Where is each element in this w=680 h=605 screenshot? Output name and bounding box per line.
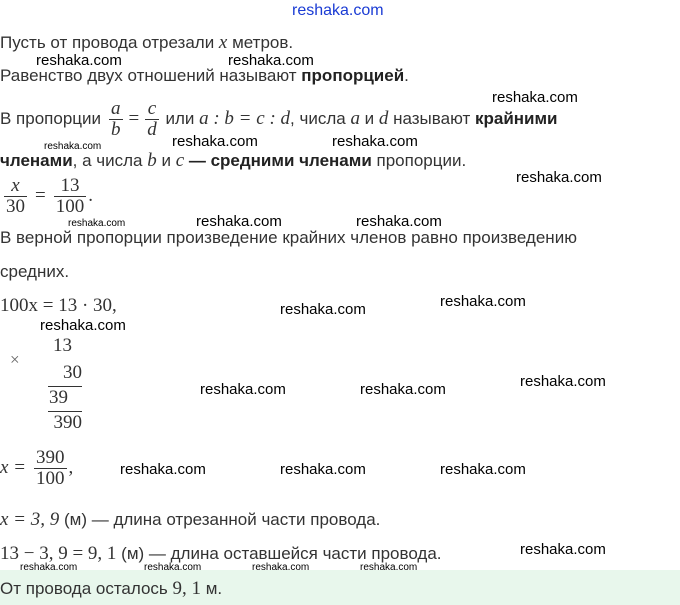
fraction-13-over-100: $\frac{13}{100}$: [55, 174, 85, 217]
fraction-x-over-30: $\frac{x}{30}$: [6, 174, 25, 217]
term-extreme: крайними: [474, 109, 558, 128]
watermark: reshaka.com: [196, 213, 282, 230]
variable-b: b: [147, 150, 157, 171]
paragraph-rule-line1: В верной пропорции произведение крайних членов равно произведению: [0, 228, 577, 247]
watermark: reshaka.com: [280, 301, 366, 318]
cut-length-math: x = 3, 9: [0, 509, 60, 530]
watermark: reshaka.com: [228, 52, 314, 69]
fraction-c-over-d: $\frac{c}{d}$: [147, 97, 157, 140]
term-middle: средними членами: [210, 151, 372, 170]
watermark: reshaka.com: [516, 169, 602, 186]
variable-a: a: [350, 108, 360, 129]
paragraph-definition: [0, 66, 409, 86]
watermark: reshaka.com: [40, 317, 126, 334]
paragraph-middle-terms: [0, 150, 466, 172]
intro-text: Пусть от провода отрезали: [0, 33, 219, 52]
variable-x: x: [218, 32, 228, 53]
paragraph-rule-line2: средних.: [0, 262, 70, 281]
watermark: reshaka.com: [68, 218, 126, 229]
watermark: reshaka.com: [144, 562, 202, 573]
watermark: reshaka.com: [492, 89, 578, 106]
fraction-a-over-b: $\frac{a}{b}$: [111, 97, 121, 140]
equation-x-fraction: [0, 443, 73, 493]
watermark: reshaka.com: [44, 141, 102, 152]
watermark: reshaka.com: [252, 562, 310, 573]
equation-proportion: [2, 173, 93, 219]
product-result: 390: [53, 412, 82, 433]
equation-comma: ,: [68, 457, 74, 478]
watermark: reshaka.com: [280, 461, 366, 478]
paragraph-intro: [0, 32, 293, 54]
equation-product: 100x = 13 · 30,: [0, 295, 117, 316]
watermark: reshaka.com: [440, 293, 526, 310]
equation-cut-length: [0, 509, 380, 531]
answer-value: 9, 1: [172, 578, 202, 599]
watermark: reshaka.com: [520, 541, 606, 558]
fraction-390-over-100: $\frac{390}{100}$: [36, 446, 65, 489]
watermark: reshaka.com: [172, 133, 258, 150]
multiplicand: 13: [53, 335, 72, 356]
term-proportion: пропорцией: [301, 66, 405, 85]
site-header-link[interactable]: reshaka.com: [292, 2, 384, 19]
remaining-length-text: (м) — длина оставшейся части провода.: [116, 544, 442, 563]
watermark: reshaka.com: [36, 52, 122, 69]
word-called: называют: [388, 109, 475, 128]
middle-text-end: пропорции.: [371, 151, 467, 170]
proportion-intro: В пропорции: [0, 109, 102, 128]
intro-text-end: метров.: [227, 33, 294, 52]
word-and: и: [359, 109, 379, 128]
watermark: reshaka.com: [332, 133, 418, 150]
watermark: reshaka.com: [356, 213, 442, 230]
equals-sign: =: [35, 185, 46, 206]
watermark: reshaka.com: [360, 381, 446, 398]
term-members: членами: [0, 151, 73, 170]
answer-text: [0, 578, 222, 600]
variable-d: d: [378, 108, 389, 129]
answer-unit: м.: [201, 579, 223, 598]
word-and-2: и: [156, 151, 176, 170]
watermark: reshaka.com: [120, 461, 206, 478]
x-equals: x =: [0, 457, 27, 478]
answer-box: [0, 570, 680, 605]
ratio-expression: a : b = c : d: [199, 108, 291, 129]
paragraph-proportion-terms: В пропорции $\frac{a}{b}$ = $\frac{c}{d}$ или a : b = c : d , числа a и d называют крайними: [0, 97, 558, 140]
dash: —: [184, 151, 211, 170]
equation-dot: .: [88, 185, 93, 206]
multiply-sign: ×: [10, 350, 20, 369]
watermark: reshaka.com: [520, 373, 606, 390]
definition-end: .: [404, 66, 409, 85]
watermark: reshaka.com: [200, 381, 286, 398]
watermark: reshaka.com: [20, 562, 78, 573]
answer-prefix: От провода осталось: [0, 579, 173, 598]
definition-text: Равенство двух отношений называют: [0, 66, 302, 85]
watermark: reshaka.com: [360, 562, 418, 573]
middle-text: , а числа: [72, 151, 148, 170]
variable-c: c: [175, 150, 185, 171]
remaining-length-math: 13 − 3, 9 = 9, 1: [0, 543, 117, 564]
word-or: или: [160, 109, 200, 128]
watermark: reshaka.com: [440, 461, 526, 478]
proportion-mid-text: , числа: [290, 109, 351, 128]
partial-product: 39: [49, 387, 68, 408]
cut-length-text: (м) — длина отрезанной части провода.: [59, 510, 381, 529]
multiplier: 30: [63, 362, 82, 383]
